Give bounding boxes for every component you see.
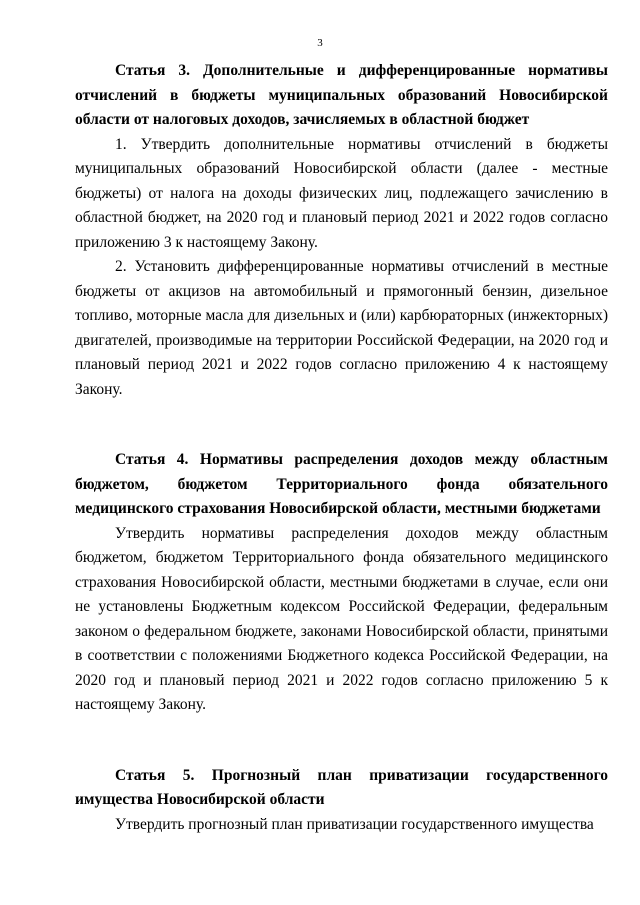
- article-5-paragraph-1: Утвердить прогнозный план приватизации государственного имущества: [115, 815, 594, 833]
- article-5: [75, 764, 608, 838]
- article-3: [75, 59, 608, 402]
- article-4: [75, 448, 608, 718]
- document-body: [75, 59, 608, 837]
- article-3-paragraph-2: 2. Установить дифференцированные нормативы отчислений в местные бюджеты от акцизов на автомобильный и прямогонный бензин, дизельное топливо, моторные масла для дизельных и (или) карбюраторных (инжекторных) двигателей, производимые на территории Российской Федерации, на 2020 год и плановый период 2021 и 2022 годов согласно приложению 4 к настоящему Закону.: [75, 258, 608, 398]
- article-3-heading: Статья 3. Дополнительные и дифференцированные нормативы отчислений в бюджеты муниципальных образований Новосибирской области от налоговых доходов, зачисляемых в областной бюджет: [75, 62, 608, 128]
- article-3-paragraph-1: 1. Утвердить дополнительные нормативы отчислений в бюджеты муниципальных образований Новосибирской области (далее - местные бюджеты) от налога на доходы физических лиц, подлежащего зачислению в областной бюджет, на 2020 год и плановый период 2021 и 2022 годов согласно приложению 3 к настоящему Закону.: [75, 135, 608, 251]
- page-number: 3: [317, 37, 323, 49]
- article-4-paragraph-1: Утвердить нормативы распределения доходов между областным бюджетом, бюджетом Территориального фонда обязательного медицинского страхования Новосибирской области, местными бюджетами в случае, если они не установлены Бюджетным кодексом Российской Федерации, федеральным законом о федеральном бюджете, законами Новосибирской области, принятыми в соответствии с положениями Бюджетного кодекса Российской Федерации, на 2020 год и плановый период 2021 и 2022 годов согласно приложению 5 к настоящему Закону.: [75, 524, 608, 713]
- article-5-heading: Статья 5. Прогнозный план приватизации государственного имущества Новосибирской области: [75, 766, 608, 808]
- article-4-heading: Статья 4. Нормативы распределения доходов между областным бюджетом, бюджетом Территориального фонда обязательного медицинского страхования Новосибирской области, местными бюджетами: [75, 451, 608, 517]
